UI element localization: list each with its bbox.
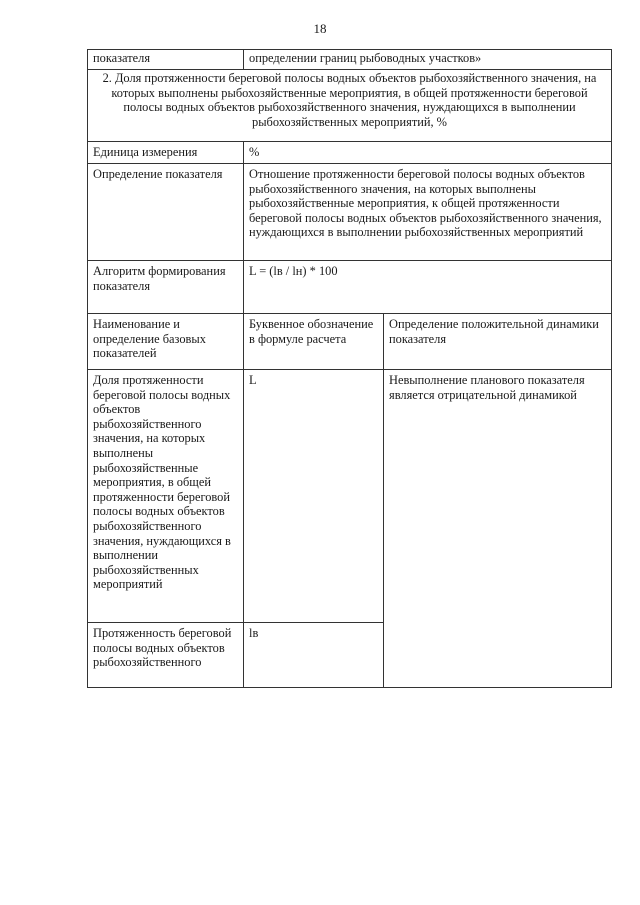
base-symbol-cell: L <box>244 370 384 623</box>
table-row <box>88 70 612 142</box>
page-number: 18 <box>313 21 327 36</box>
formula: L = (lв / lн) * 100 <box>244 261 612 314</box>
unit-value: % <box>244 142 612 164</box>
dynamics-cell: Невыполнение планового показателя является отрицательной динамикой <box>384 370 612 688</box>
table-row <box>88 50 612 70</box>
row-value-cell: определении границ рыбоводных участков» <box>244 50 612 70</box>
section-title: 2. Доля протяженности береговой полосы водных объектов рыбохозяйственного значения, на которых выполнены рыбохозяйственные мероприятия, в общей протяженности береговой полосы водных объектов рыбохозяйственного значения, нуждающихся в выполнении рыбохозяйственных мероприятий, % <box>88 70 612 142</box>
algorithm-label: Алгоритм формирования показателя <box>88 261 244 314</box>
base-header-name: Наименование и определение базовых показателей <box>88 314 244 370</box>
base-header-symbol: Буквенное обозначение в формуле расчета <box>244 314 384 370</box>
base-name-cell: Протяженность береговой полосы водных объектов рыбохозяйственного <box>88 623 244 688</box>
row-label-cell: показателя <box>88 50 244 70</box>
table-row <box>88 314 612 370</box>
definition-value: Отношение протяженности береговой полосы водных объектов рыбохозяйственного значения, на которых выполнены рыбохозяйственные мероприятия, к общей протяженности береговой полосы водных объектов рыбохозяйственного значения, нуждающихся в выполнении рыбохозяйственных мероприятий <box>244 164 612 261</box>
unit-label: Единица измерения <box>88 142 244 164</box>
table-row <box>88 261 612 314</box>
definition-label: Определение показателя <box>88 164 244 261</box>
base-header-dynamics: Определение положительной динамики показателя <box>384 314 612 370</box>
table-row <box>88 142 612 164</box>
indicator-table <box>87 49 612 688</box>
table-row <box>88 370 612 623</box>
base-symbol-cell: lв <box>244 623 384 688</box>
table-row <box>88 164 612 261</box>
base-name-cell: Доля протяженности береговой полосы водных объектов рыбохозяйственного значения, на которых выполнены рыбохозяйственные мероприятия, в общей протяженности береговой полосы водных объектов рыбохозяйственного значения, нуждающихся в выполнении рыбохозяйственных мероприятий <box>88 370 244 623</box>
